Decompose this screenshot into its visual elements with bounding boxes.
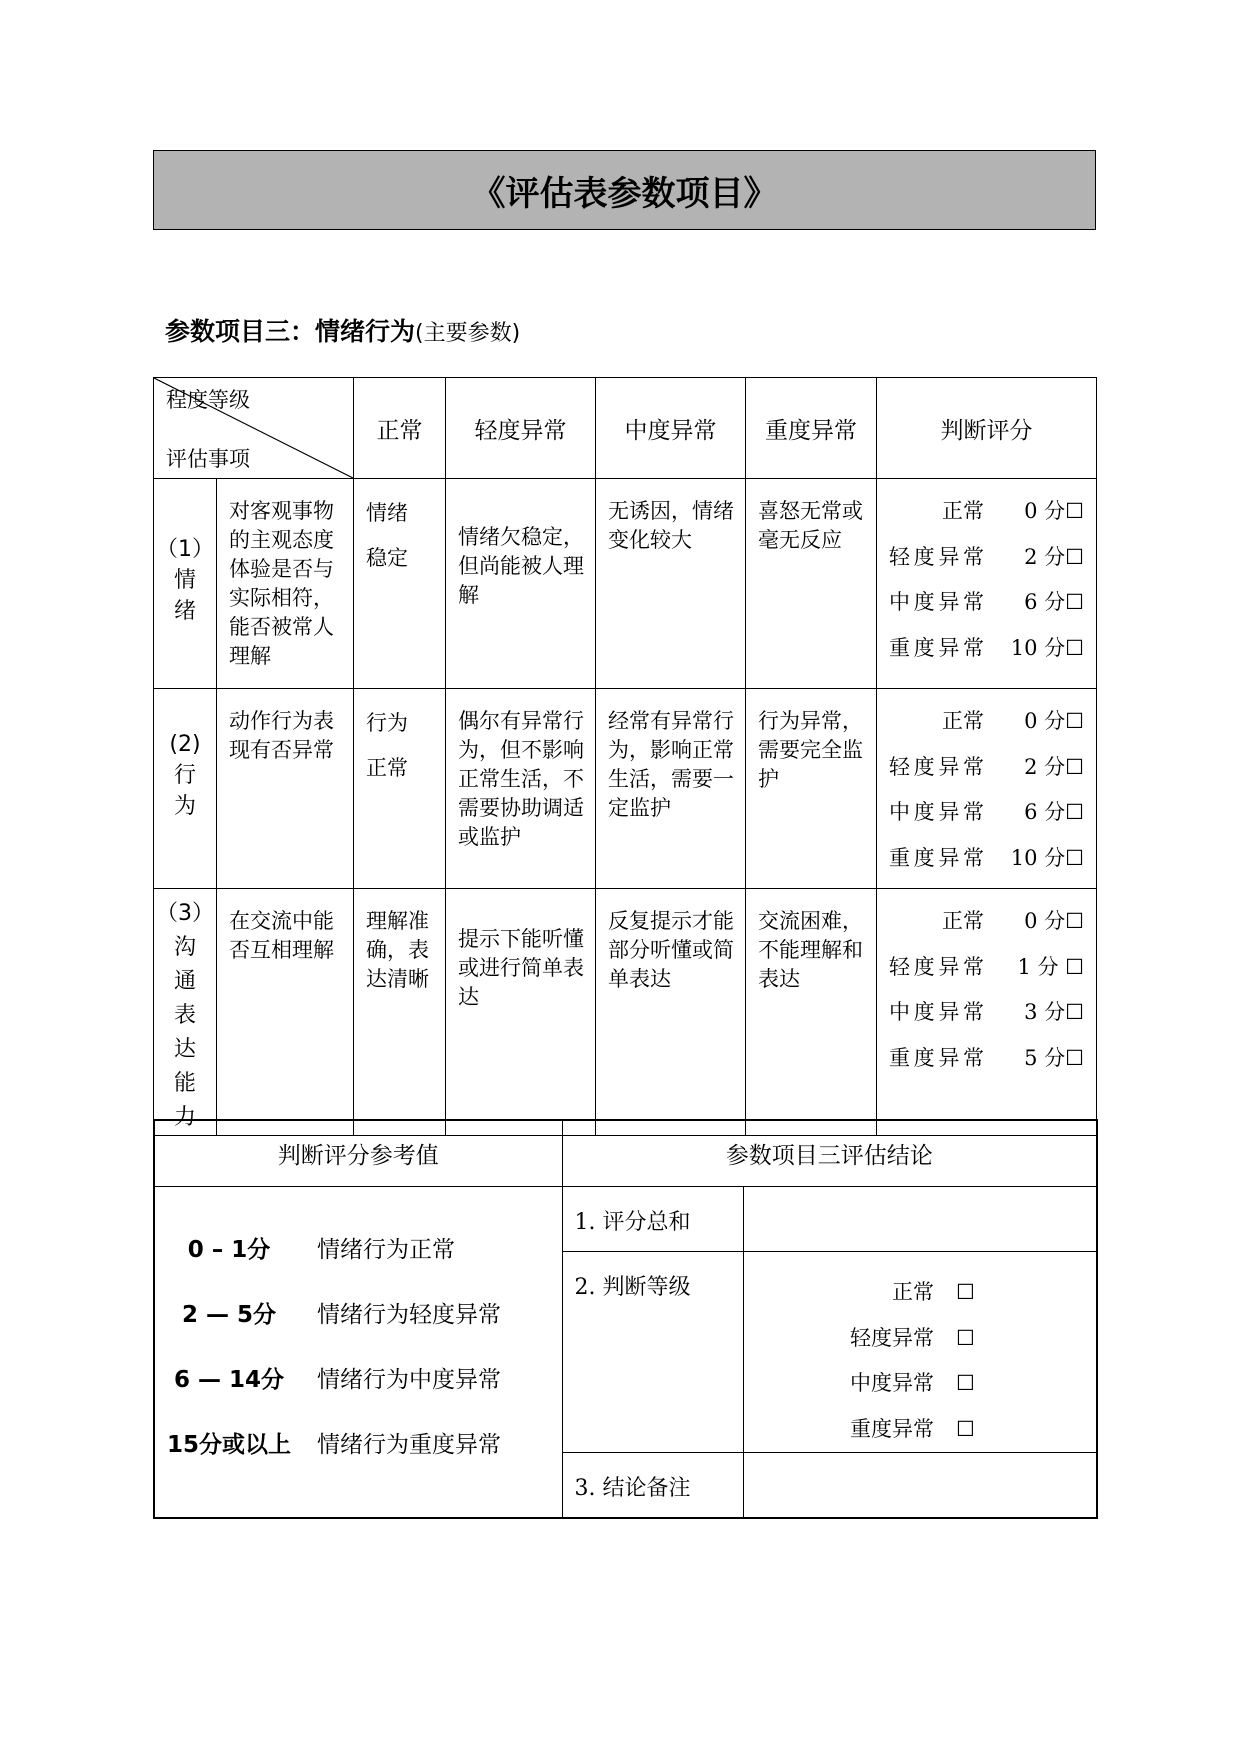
cell-mild: 情绪欠稳定，但尚能被人理解 [446, 479, 596, 689]
row-label-char: 力 [173, 1105, 196, 1130]
score-option[interactable]: 正常 0 分☐ [942, 499, 1084, 523]
row-label [154, 689, 217, 889]
cell-mild: 提示下能听懂或进行简单表达 [446, 889, 596, 1136]
header-normal: 正常 [354, 378, 446, 479]
score-option[interactable]: 轻度异常 1 分 ☐ [889, 954, 1084, 979]
row-label-char: 绪 [173, 599, 196, 624]
section-heading [165, 312, 520, 348]
notes-label: 3. 结论备注 [562, 1453, 743, 1518]
header-degree-level: 程度等级 [166, 388, 250, 412]
cell-moderate: 反复提示才能部分听懂或简单表达 [596, 889, 746, 1136]
grade-option[interactable]: 正常 ☐ [744, 1270, 1097, 1316]
cell-mild: 偶尔有异常行为，但不影响正常生活，不需要协助调适或监护 [446, 689, 596, 889]
table-row [154, 889, 1097, 1136]
grade-label: 2. 判断等级 [562, 1252, 743, 1453]
score-option[interactable]: 中度异常 6 分☐ [889, 800, 1084, 824]
row-label-char: 为 [173, 794, 196, 819]
row-label-number: （1） [156, 537, 214, 562]
header-score: 判断评分 [877, 378, 1097, 479]
cell-moderate: 无诱因，情绪变化较大 [596, 479, 746, 689]
section-heading-text: 参数项目三：情绪行为 [165, 317, 416, 346]
cell-normal: 理解准确，表达清晰 [354, 889, 446, 1136]
header-row [154, 378, 1097, 479]
section-subheading: (主要参数) [415, 321, 521, 346]
conclusion-header: 参数项目三评估结论 [562, 1120, 1097, 1187]
score-options [877, 889, 1097, 1136]
reference-item: 6 — 14分 情绪行为中度异常 [173, 1367, 501, 1393]
row-label-number: （3） [156, 901, 214, 926]
score-option[interactable]: 轻度异常 2 分☐ [889, 544, 1084, 569]
score-option[interactable]: 重度异常 10 分☐ [889, 845, 1084, 870]
total-score-label: 1. 评分总和 [562, 1187, 743, 1252]
row-label-char: 行 [173, 763, 196, 788]
reference-item: 2 — 5分 情绪行为轻度异常 [181, 1302, 501, 1328]
score-options [877, 479, 1097, 689]
row-description: 对客观事物的主观态度体验是否与实际相符，能否被常人理解 [217, 479, 354, 689]
cell-moderate: 经常有异常行为，影响正常生活，需要一定监护 [596, 689, 746, 889]
table-row [154, 479, 1097, 689]
cell-normal: 行为 正常 [354, 689, 446, 889]
cell-severe: 喜怒无常或毫无反应 [746, 479, 877, 689]
header-severe: 重度异常 [746, 378, 877, 479]
row-label-char: 能 [173, 1071, 196, 1096]
notes-field[interactable] [743, 1453, 1097, 1518]
row-label-number: (2) [169, 732, 201, 757]
reference-item: 0 – 1分 情绪行为正常 [187, 1237, 455, 1263]
row-description: 动作行为表现有否异常 [217, 689, 354, 889]
reference-header: 判断评分参考值 [154, 1120, 562, 1187]
row-label-char: 表 [173, 1003, 196, 1028]
checkbox-icon[interactable]: ☐ [956, 1325, 975, 1350]
header-mild: 轻度异常 [446, 378, 596, 479]
checkbox-icon[interactable]: ☐ [956, 1280, 975, 1304]
grade-option[interactable]: 轻度异常 ☐ [744, 1316, 1097, 1362]
conclusion-table [153, 1119, 1098, 1519]
score-options [877, 689, 1097, 889]
cell-normal: 情绪 稳定 [354, 479, 446, 689]
row-description: 在交流中能否互相理解 [217, 889, 354, 1136]
total-score-field[interactable] [743, 1187, 1097, 1252]
row-label [154, 889, 217, 1136]
document-title: 《评估表参数项目》 [153, 150, 1096, 230]
cell-severe: 行为异常，需要完全监护 [746, 689, 877, 889]
row-label-char: 通 [173, 969, 196, 994]
score-option[interactable]: 正常 0 分☐ [942, 909, 1084, 933]
diagonal-header-cell [154, 378, 354, 479]
header-moderate: 中度异常 [596, 378, 746, 479]
row-label [154, 479, 217, 689]
row-label-char: 情 [173, 568, 196, 593]
score-option[interactable]: 中度异常 3 分☐ [889, 1000, 1084, 1024]
table-row [154, 689, 1097, 889]
reference-item: 15分或以上 情绪行为重度异常 [166, 1432, 501, 1458]
row-label-char: 达 [173, 1037, 196, 1062]
score-option[interactable]: 轻度异常 2 分☐ [889, 754, 1084, 779]
row-label-char: 沟 [173, 935, 196, 960]
reference-values [154, 1187, 562, 1518]
cell-severe: 交流困难，不能理解和表达 [746, 889, 877, 1136]
score-option[interactable]: 重度异常 10 分☐ [889, 635, 1084, 660]
checkbox-icon[interactable]: ☐ [956, 1416, 975, 1441]
checkbox-icon[interactable]: ☐ [956, 1371, 975, 1395]
grade-options [743, 1252, 1097, 1453]
grade-option[interactable]: 中度异常 ☐ [744, 1361, 1097, 1407]
score-option[interactable]: 中度异常 6 分☐ [889, 590, 1084, 614]
assessment-table [153, 377, 1097, 1136]
grade-option[interactable]: 重度异常 ☐ [744, 1407, 1097, 1453]
score-option[interactable]: 重度异常 5 分☐ [889, 1045, 1084, 1070]
score-option[interactable]: 正常 0 分☐ [942, 709, 1084, 733]
header-assessment-item: 评估事项 [166, 447, 250, 471]
